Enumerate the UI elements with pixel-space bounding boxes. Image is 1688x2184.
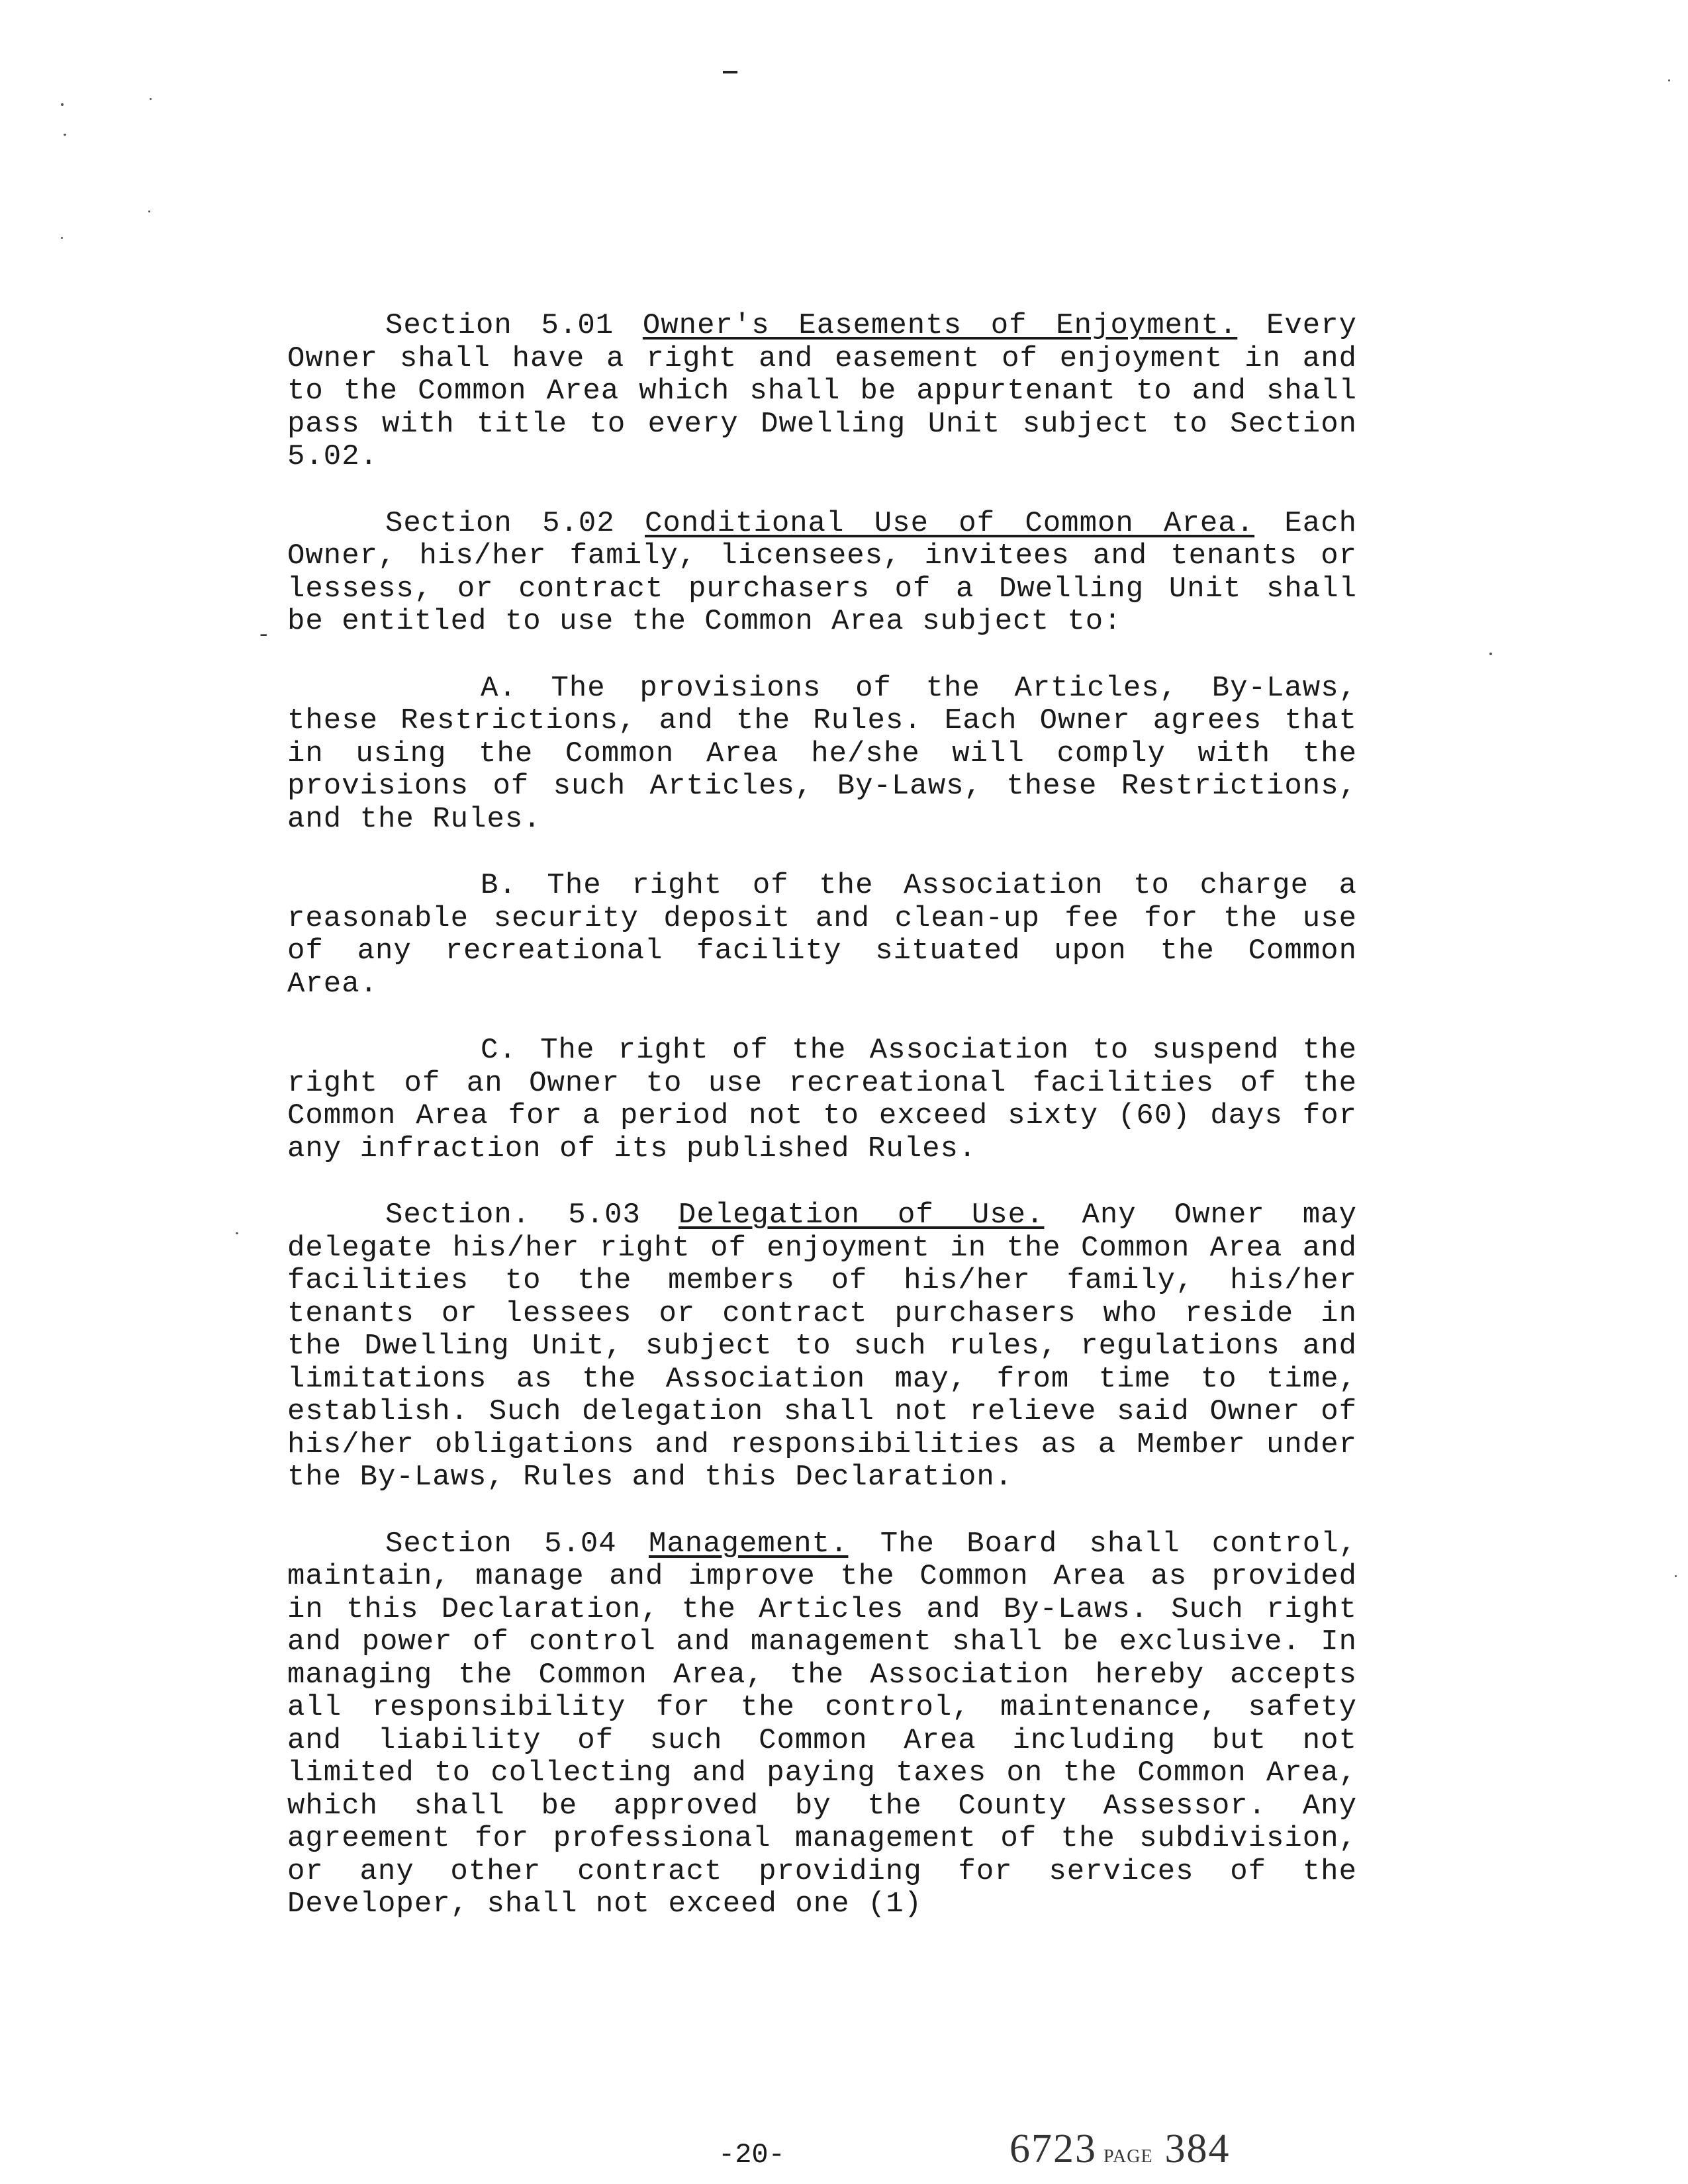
margin-mark: - [257, 623, 271, 649]
section-text: Each Owner, his/her family, licensees, invitees and tenants or lessess, or contract purchasers of a Dwelling Unit shall be entitled to use the Common Area subject to: [287, 506, 1358, 638]
section-heading: Management. [649, 1527, 849, 1561]
section-5-01 [287, 310, 1357, 474]
stamp-page-number: 384 [1164, 2126, 1231, 2171]
section-label: Section 5.02 [385, 506, 615, 540]
item-text: The right of the Association to charge a reasonable security deposit and clean-up fee for the use of any recreational facility situated upon the Common Area. [287, 869, 1358, 1001]
item-c [287, 1034, 1357, 1165]
item-text: The provisions of the Articles, By-Laws, these Restrictions, and the Rules. Each Owner agrees that in using the Common Area he/she will comply with the provisions of such Articles, By-Laws, these Restrictions, and the Rules. [287, 671, 1358, 836]
section-text: Every Owner shall have a right and easement of enjoyment in and to the Common Area which shall be appurtenant to and shall pass with title to every Dwelling Unit subject to Section 5.02. [287, 309, 1358, 473]
scan-speck [61, 237, 63, 239]
scan-speck [1668, 79, 1670, 81]
body-text [287, 310, 1357, 1955]
item-a [287, 672, 1357, 837]
page-stamp-label: PAGE [1103, 2146, 1153, 2167]
item-text: The right of the Association to suspend the right of an Owner to use recreational facilities of the Common Area for a period not to exceed sixty (60) days for any infraction of its published Rules. [287, 1034, 1357, 1165]
scan-speck [1675, 1575, 1677, 1577]
section-5-04 [287, 1528, 1357, 1921]
scan-speck [1489, 653, 1492, 655]
section-label: Section 5.01 [385, 309, 614, 342]
item-label: A. [481, 671, 517, 705]
section-text: Any Owner may delegate his/her right of enjoyment in the Common Area and facilities to the members of his/her family, his/her tenants or lessees or contract purchasers who reside in the Dwelling Unit, subject to such rules, regulations and limitations as the Association may, from time to time, establish. Such delegation shall not relieve said Owner of his/her obligations and responsibilities as a Member under the By-Laws, Rules and this Declaration. [287, 1199, 1357, 1494]
page-number: -20- [718, 2139, 785, 2171]
book-number: 6723 [1009, 2126, 1097, 2171]
scan-speck [64, 134, 66, 136]
scan-speck [148, 210, 150, 212]
section-heading: Owner's Easements of Enjoyment. [642, 309, 1238, 342]
section-5-03 [287, 1199, 1357, 1494]
section-label: Section. 5.03 [385, 1199, 641, 1232]
section-5-02 [287, 508, 1357, 639]
book-page-stamp [1009, 2126, 1231, 2173]
scan-speck [150, 98, 152, 100]
item-label: C. [481, 1034, 517, 1067]
scan-speck [61, 103, 64, 106]
section-heading: Conditional Use of Common Area. [645, 506, 1255, 540]
item-b [287, 870, 1357, 1001]
item-label: B. [481, 869, 517, 902]
section-heading: Delegation of Use. [678, 1199, 1045, 1232]
section-text: The Board shall control, maintain, manage and improve the Common Area as provided in this Declaration, the Articles and By-Laws. Such right and power of control and management shall be exclusive. In managing the Common Area, the Association hereby accepts all responsibility for the control, maintenance, safety and liability of such Common Area including but not limited to collecting and paying taxes on the Common Area, which shall be approved by the County Assessor. Any agreement for professional management of the subdivision, or any other contract providing for services of the Developer, shall not exceed one (1) [287, 1527, 1358, 1921]
scan-speck [236, 1232, 238, 1234]
top-dash-mark [723, 71, 737, 73]
section-label: Section 5.04 [385, 1527, 617, 1561]
